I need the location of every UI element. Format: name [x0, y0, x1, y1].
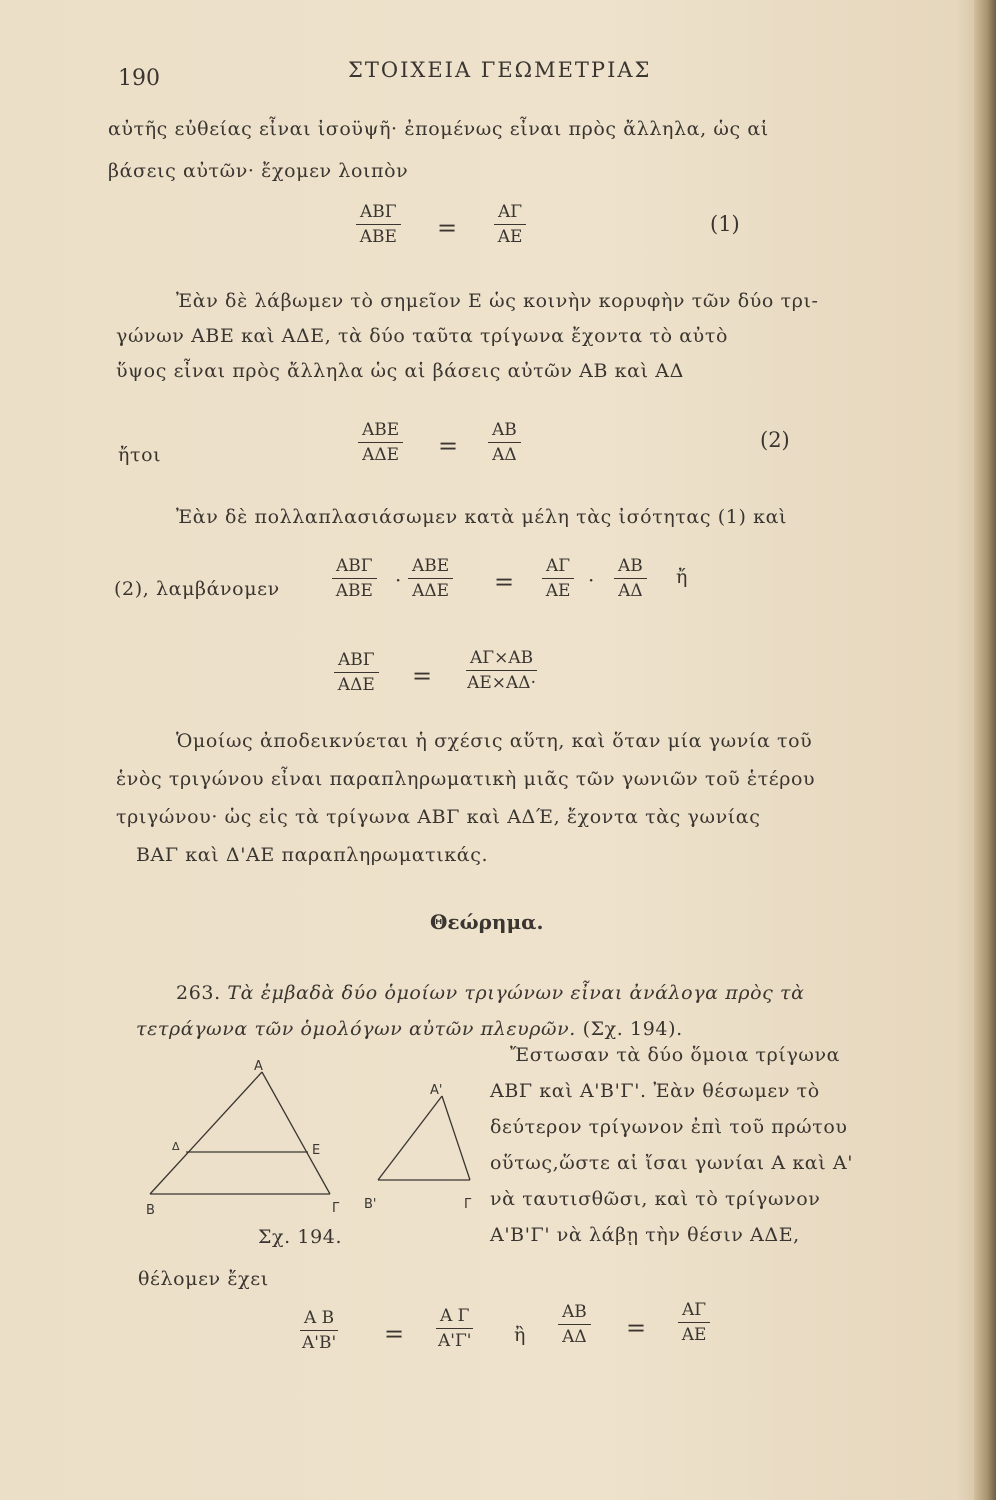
- proof-line-6: Α'Β'Γ' νὰ λάβῃ τὴν θέσιν ΑΔΕ,: [490, 1224, 800, 1246]
- eq3-dot-2: ·: [588, 568, 595, 592]
- fig-label-E: Ε: [312, 1143, 321, 1158]
- eq5-f2num: Α Γ: [436, 1306, 473, 1329]
- eq1-label: (1): [710, 212, 740, 236]
- eq5-f3num: ΑΒ: [558, 1302, 591, 1325]
- eq3-f4den: ΑΔ: [618, 581, 643, 601]
- eq4-right-fraction: [466, 648, 537, 693]
- page-number: 190: [118, 66, 160, 91]
- eq5-f3den: ΑΔ: [562, 1327, 587, 1347]
- eq3-suffix: ἤ: [676, 566, 688, 588]
- para4-line1: Ὁμοίως ἀποδεικνύεται ἡ σχέσις αὕτη, καὶ ὅταν μία γωνία τοῦ: [176, 730, 813, 752]
- page-edge: [974, 0, 996, 1500]
- theorem-heading: Θεώρημα.: [430, 910, 544, 934]
- para2-line3: ὕψος εἶναι πρὸς ἄλληλα ὡς αἱ βάσεις αὐτῶν ΑΒ καὶ ΑΔ: [116, 360, 684, 382]
- para4-line4: ΒΑΓ καὶ Δ'ΑΕ παραπληρωματικάς.: [136, 844, 489, 866]
- fig-label-A: Α: [254, 1059, 263, 1074]
- theorem-text-2: τετράγωνα τῶν ὁμολόγων αὐτῶν πλευρῶν.: [136, 1018, 576, 1040]
- eq5-f2den: Α'Γ': [438, 1331, 472, 1351]
- para3-prefix: (2), λαμβάνομεν: [114, 578, 280, 600]
- eq3-fraction-3: [542, 556, 574, 601]
- eq5-f1num: Α Β: [300, 1308, 338, 1331]
- theorem-text-1: Τὰ ἐμβαδὰ δύο ὁμοίων τριγώνων εἶναι ἀνάλογα πρὸς τὰ: [227, 982, 805, 1004]
- eq3-f1num: ΑΒΓ: [332, 556, 377, 579]
- fig-label-G2: Γ: [464, 1197, 472, 1212]
- eq5-or: ἢ: [514, 1324, 526, 1346]
- eq3-dot-1: ·: [395, 568, 402, 592]
- fig-label-B2: Β': [364, 1197, 377, 1212]
- eq3-f4num: ΑΒ: [614, 556, 647, 579]
- eq5-equals-2: =: [626, 1314, 647, 1342]
- eq1-equals: =: [437, 214, 458, 242]
- eq3-f2den: ΑΔΕ: [412, 581, 450, 601]
- para4-line3: τριγώνου· ὡς εἰς τὰ τρίγωνα ΑΒΓ καὶ ΑΔΈ, ἔχοντα τὰς γωνίας: [116, 806, 761, 828]
- eq2-rnum: ΑΒ: [488, 420, 521, 443]
- eq4-left-fraction: [334, 650, 379, 695]
- eq3-fraction-1: [332, 556, 377, 601]
- eq4-rnum: ΑΓ×ΑΒ: [466, 648, 537, 671]
- theorem-line1: [176, 982, 805, 1004]
- eq4-rden: ΑΕ×ΑΔ·: [467, 673, 536, 693]
- eq1-rnum: ΑΓ: [494, 202, 526, 225]
- eq2-num: ΑΒΕ: [358, 420, 403, 443]
- figure-caption: Σχ. 194.: [258, 1226, 343, 1248]
- eq1-left-fraction: [356, 202, 401, 247]
- eq4-den: ΑΔΕ: [337, 675, 375, 695]
- para2-line1: Ἐὰν δὲ λάβωμεν τὸ σημεῖον Ε ὡς κοινὴν κορυφὴν τῶν δύο τρι-: [176, 290, 819, 312]
- eq2-right-fraction: [488, 420, 521, 465]
- eq2-rden: ΑΔ: [492, 445, 517, 465]
- fig-label-A2: Α': [430, 1083, 443, 1098]
- para3-line1: Ἐὰν δὲ πολλαπλασιάσωμεν κατὰ μέλη τὰς ἰσότητας (1) καὶ: [176, 506, 788, 528]
- eq2-left-fraction: [358, 420, 403, 465]
- proof-line-4: οὕτως,ὥστε αἱ ἴσαι γωνίαι Α καὶ Α': [490, 1152, 854, 1174]
- eq4-num: ΑΒΓ: [334, 650, 379, 673]
- proof-line-2: ΑΒΓ καὶ Α'Β'Γ'. Ἐὰν θέσωμεν τὸ: [490, 1080, 820, 1102]
- fig-line-A2B2: [378, 1096, 442, 1180]
- para4-line2: ἑνὸς τριγώνου εἶναι παραπληρωματικὴ μιᾶς τῶν γωνιῶν τοῦ ἑτέρου: [116, 768, 816, 790]
- theorem-line2: [136, 1018, 683, 1040]
- eq5-f4den: ΑΕ: [681, 1325, 707, 1345]
- proof-line-5: νὰ ταυτισθῶσι, καὶ τὸ τρίγωνον: [490, 1188, 821, 1210]
- para1-line2: βάσεις αὐτῶν· ἔχομεν λοιπὸν: [108, 160, 409, 182]
- eq2-label: (2): [760, 428, 790, 452]
- eq1-num: ΑΒΓ: [356, 202, 401, 225]
- proof-line-1: Ἔστωσαν τὰ δύο ὅμοια τρίγωνα: [510, 1044, 841, 1066]
- eq4-equals: =: [412, 662, 433, 690]
- fig-line-A2G2: [442, 1096, 470, 1180]
- fig-label-B: Β: [146, 1203, 155, 1218]
- eq5-fraction-3: [558, 1302, 591, 1347]
- eq5-equals-1: =: [384, 1320, 405, 1348]
- eq2-prefix: ἤτοι: [118, 444, 162, 466]
- eq5-f4num: ΑΓ: [678, 1300, 710, 1323]
- final-prefix: θέλομεν ἔχει: [138, 1268, 269, 1290]
- fig-line-AG: [262, 1072, 330, 1194]
- eq5-fraction-2: [436, 1306, 473, 1351]
- eq5-fraction-4: [678, 1300, 710, 1345]
- fig-label-G: Γ: [332, 1201, 340, 1216]
- eq3-equals: =: [494, 568, 515, 596]
- eq5-fraction-1: [300, 1308, 338, 1353]
- fig-label-D: Δ: [172, 1140, 180, 1153]
- eq2-den: ΑΔΕ: [362, 445, 400, 465]
- para1-line1: αὐτῆς εὐθείας εἶναι ἰσοϋψῆ· ἐπομένως εἶναι πρὸς ἄλληλα, ὡς αἱ: [108, 118, 769, 140]
- eq5-f1den: Α'Β': [302, 1333, 337, 1353]
- eq3-fraction-2: [408, 556, 453, 601]
- figure-194: [130, 1058, 490, 1218]
- proof-line-3: δεύτερον τρίγωνον ἐπὶ τοῦ πρώτου: [490, 1116, 848, 1138]
- para2-line2: γώνων ΑΒΕ καὶ ΑΔΕ, τὰ δύο ταῦτα τρίγωνα ἔχοντα τὸ αὐτὸ: [116, 325, 728, 347]
- eq3-fraction-4: [614, 556, 647, 601]
- eq1-den: ΑΒΕ: [359, 227, 397, 247]
- eq2-equals: =: [438, 432, 459, 460]
- eq3-f3num: ΑΓ: [542, 556, 574, 579]
- eq3-f2num: ΑΒΕ: [408, 556, 453, 579]
- fig-line-AB: [150, 1072, 262, 1194]
- theorem-figure-ref: (Σχ. 194).: [582, 1018, 683, 1040]
- eq3-f3den: ΑΕ: [545, 581, 571, 601]
- eq1-rden: ΑΕ: [497, 227, 523, 247]
- eq1-right-fraction: [494, 202, 526, 247]
- theorem-number: 263.: [176, 982, 221, 1004]
- eq3-f1den: ΑΒΕ: [335, 581, 373, 601]
- running-header: ΣΤΟΙΧΕΙΑ ΓΕΩΜΕΤΡΙΑΣ: [348, 58, 652, 82]
